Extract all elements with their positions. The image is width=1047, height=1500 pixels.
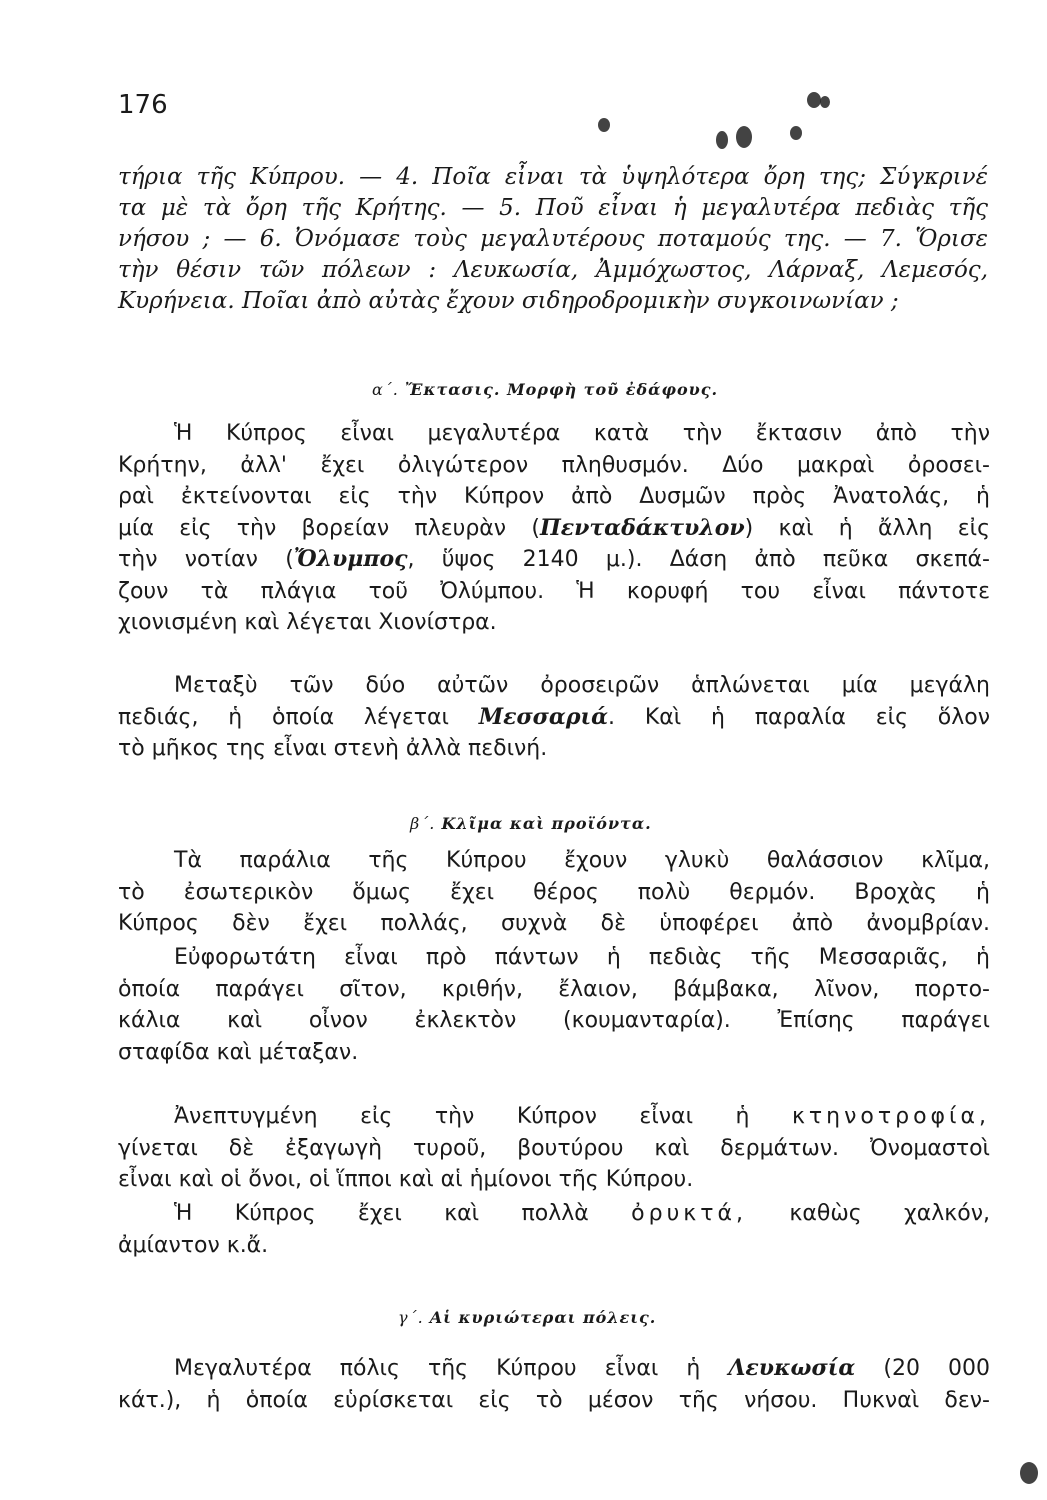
section-heading-a — [372, 380, 718, 399]
ink-blot — [598, 118, 610, 132]
text-line — [118, 513, 990, 545]
text-line: γίνεται δὲ ἐξαγωγὴ τυροῦ, βουτύρου καὶ δερμάτων. Ὀνομαστοὶ — [118, 1135, 990, 1161]
page-number: 176 — [118, 90, 168, 120]
section-heading-c — [398, 1308, 656, 1327]
text-segment: , ὕψος 2140 μ.). Δάση ἀπὸ πεῦκα σκεπά- — [407, 547, 990, 572]
paragraph — [118, 670, 990, 765]
spaced-term: κτηνοτροφία, — [791, 1104, 990, 1129]
text-line: χιονισμένη καὶ λέγεται Χιονίστρα. — [118, 610, 497, 635]
text-line: σταφίδα καὶ μέταξαν. — [118, 1039, 359, 1065]
ink-blot — [736, 126, 752, 148]
text-line — [118, 1198, 990, 1230]
text-line: τὸ ἐσωτερικὸν ὅμως ἔχει θέρος πολὺ θερμόν. Βροχὰς ἡ — [118, 879, 990, 905]
text-line: κάλια καὶ οἶνον ἐκλεκτὸν (κουμανταρία). Ἐπίσης παράγει — [118, 1008, 990, 1033]
ink-blot — [807, 92, 821, 108]
text-segment: Ἡ Κύπρος ἔχει καὶ πολλὰ — [174, 1201, 589, 1226]
spaced-term: ὀρυκτά, — [631, 1201, 748, 1226]
text-line: τὴν θέσιν τῶν πόλεων : Λευκωσία, Ἀμμόχωστος, Λάρναξ, Λεμεσός, — [118, 257, 988, 283]
text-line: ἀμίαντον κ.ἄ. — [118, 1232, 269, 1258]
text-segment: (20 000 — [883, 1356, 991, 1381]
paragraph — [118, 942, 990, 1068]
emphasis-term: Πενταδάκτυλον — [539, 514, 745, 541]
paragraph — [118, 418, 990, 639]
ink-blot — [716, 131, 728, 149]
paragraph — [118, 1101, 990, 1196]
text-line — [118, 1101, 990, 1133]
text-segment: . Καὶ ἡ παραλία εἰς ὅλον — [608, 704, 991, 730]
text-line: ζουν τὰ πλάγια τοῦ Ὀλύμπου. Ἡ κορυφή του εἶναι πάντοτε — [118, 578, 990, 604]
text-line — [118, 1353, 990, 1385]
text-line: ραὶ ἐκτείνονται εἰς τὴν Κύπρον ἀπὸ Δυσμῶν πρὸς Ἀνατολάς, ἡ — [118, 484, 990, 509]
text-segment: τὴν νοτίαν ( — [118, 547, 294, 572]
text-line: ὁποία παράγει σῖτον, κριθήν, ἔλαιον, βάμβακα, λῖνον, πορτο- — [118, 976, 990, 1002]
section-number: α΄. — [372, 380, 399, 399]
section-heading-b — [410, 814, 652, 833]
section-number: β΄. — [410, 814, 436, 833]
text-line — [118, 702, 990, 734]
text-segment: πεδιάς, ἡ ὁποία λέγεται — [118, 704, 449, 730]
section-title: Ἔκτασις. Μορφὴ τοῦ ἐδάφους. — [404, 380, 719, 399]
section-title: Κλῖμα καὶ προϊόντα. — [441, 814, 652, 833]
section-number: γ΄. — [398, 1308, 424, 1327]
paragraph — [118, 1198, 990, 1261]
text-line: Ἡ Κύπρος εἶναι μεγαλυτέρα κατὰ τὴν ἔκτασιν ἀπὸ τὴν — [174, 421, 990, 446]
text-line: Κύπρος δὲν ἔχει πολλάς, συχνὰ δὲ ὑποφέρει ἀπὸ ἀνομβρίαν. — [118, 911, 990, 936]
emphasis-term: Λευκωσία — [728, 1355, 856, 1381]
text-line: Κυρήνεια. Ποῖαι ἀπὸ αὐτὰς ἔχουν σιδηροδρομικὴν συγκοινωνίαν ; — [118, 288, 899, 314]
text-segment: καθὼς χαλκόν, — [789, 1201, 990, 1226]
text-line: Εὐφορωτάτη εἶναι πρὸ πάντων ἡ πεδιὰς τῆς Μεσσαριᾶς, ἡ — [174, 945, 990, 970]
text-line: κάτ.), ἡ ὁποία εὑρίσκεται εἰς τὸ μέσον τῆς νήσου. Πυκναὶ δεν- — [118, 1387, 990, 1413]
ink-blot — [820, 96, 830, 108]
text-segment: ) καὶ ἡ ἄλλη εἰς — [744, 515, 990, 541]
emphasis-term: Μεσσαριά — [478, 703, 609, 730]
paragraph — [118, 1353, 990, 1416]
text-line: εἶναι καὶ οἱ ὄνοι, οἱ ἵπποι καὶ αἱ ἡμίονοι τῆς Κύπρου. — [118, 1167, 694, 1192]
ink-blot — [790, 126, 802, 140]
paragraph — [118, 845, 990, 940]
text-line — [118, 544, 990, 576]
text-segment: μία εἰς τὴν βορείαν πλευρὰν ( — [118, 515, 540, 541]
text-segment: Ἀνεπτυγμένη εἰς τὴν Κύπρον εἶναι ἡ — [174, 1104, 750, 1129]
text-line: τὸ μῆκος της εἶναι στενὴ ἀλλὰ πεδινή. — [118, 736, 548, 761]
section-title: Αἱ κυριώτεραι πόλεις. — [429, 1308, 657, 1327]
questions-block — [118, 162, 988, 317]
text-segment: Μεγαλυτέρα πόλις τῆς Κύπρου εἶναι ἡ — [174, 1356, 701, 1381]
text-line: τήρια τῆς Κύπρου. — 4. Ποῖα εἶναι τὰ ὑψηλότερα ὄρη της; Σύγκρινέ — [118, 164, 988, 190]
ink-blot — [1020, 1462, 1038, 1484]
text-line: νήσου ; — 6. Ὀνόμασε τοὺς μεγαλυτέρους ποταμούς της. — 7. Ὅρισε — [118, 226, 988, 252]
text-line: τα μὲ τὰ ὄρη τῆς Κρήτης. — 5. Ποῦ εἶναι ἡ μεγαλυτέρα πεδιὰς τῆς — [118, 195, 988, 221]
text-line: Κρήτην, ἀλλ' ἔχει ὀλιγώτερον πληθυσμόν. Δύο μακραὶ ὀροσει- — [118, 452, 990, 478]
emphasis-term: Ὄλυμπος — [293, 546, 408, 572]
text-line: Μεταξὺ τῶν δύο αὐτῶν ὀροσειρῶν ἁπλώνεται μία μεγάλη — [174, 673, 990, 698]
text-line: Τὰ παράλια τῆς Κύπρου ἔχουν γλυκὺ θαλάσσιον κλῖμα, — [174, 848, 990, 873]
